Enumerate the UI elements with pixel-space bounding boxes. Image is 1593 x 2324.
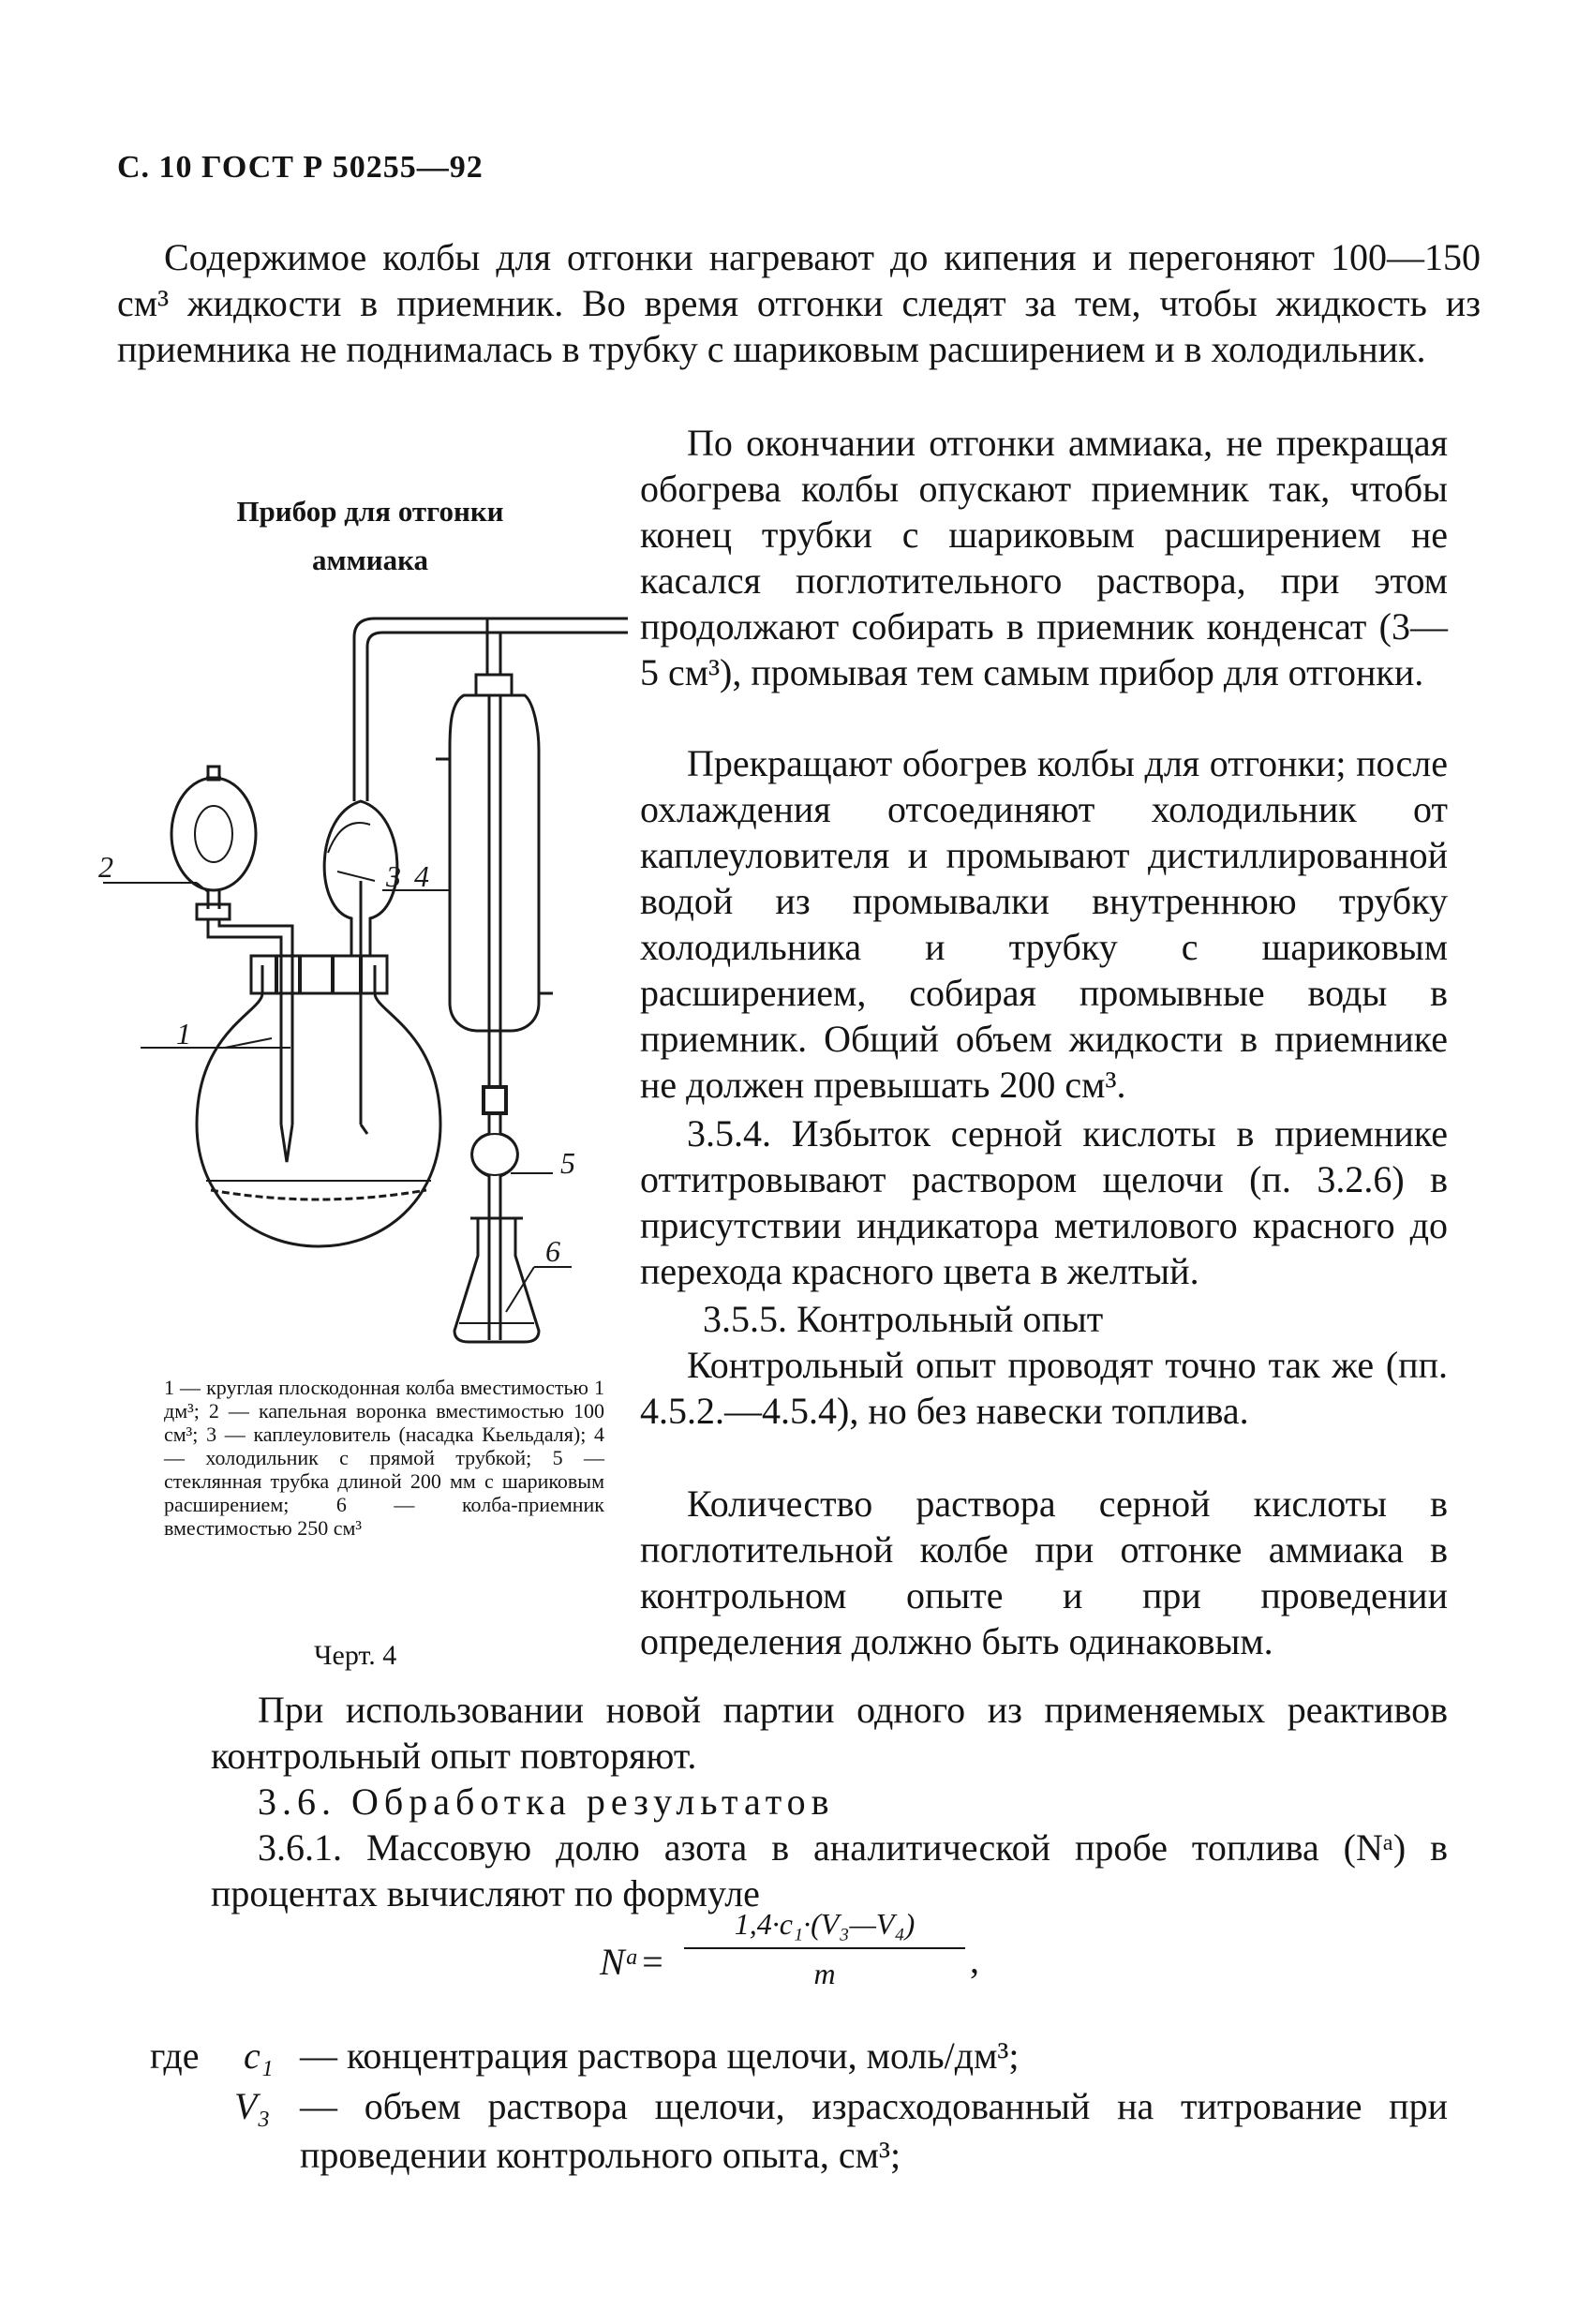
page-header: С. 10 ГОСТ Р 50255—92 <box>117 150 484 185</box>
paragraph-formula-intro: 3.6.1. Массовую долю азота в аналитической пробе топлива (Nᵃ) в процентах вычисляют по формуле <box>211 1826 1448 1914</box>
figure-label-1: 1 <box>176 1017 191 1050</box>
heading-control-experiment: 3.5.5. Контрольный опыт <box>703 1298 1104 1340</box>
formula-lhs: Nᵃ= <box>600 1941 665 1983</box>
where-text-v3: — объем раствора щелочи, израсходованный на титрование при проведении контрольного опыта, см³; <box>300 2085 1448 2176</box>
figure-caption: Черт. 4 <box>314 1640 397 1671</box>
paragraph-condenser-wash: Прекращают обогрев колбы для отгонки; после охлаждения отсоединяют холодильник от каплеуловителя и промывают дистиллированной водой из промывалки внутреннюю трубку холодильника и трубку с шариковым расширением, собирая промывные воды в приемник. Общий объем жидкости в приемнике не должен превышать 200 см³. <box>640 742 1448 1106</box>
where-symbol-v3: V₃ <box>234 2085 271 2127</box>
figure-title-line1: Прибор для отгонки <box>236 495 504 528</box>
formula-denominator: m <box>813 1957 836 1990</box>
formula-comma: , <box>970 1939 979 1981</box>
figure-label-5: 5 <box>560 1146 575 1180</box>
paragraph-distillation: Содержимое колбы для отгонки нагревают до кипения и перегоняют 100—150 см³ жидкости в приемник. Во время отгонки следят за тем, чтобы жидкость из приемника не поднималась в трубку с шариковым расширением и в холодильник. <box>117 236 1481 370</box>
paragraph-ammonia-end: По окончании отгонки аммиака, не прекращая обогрева колбы опускают приемник так, чтобы конец трубки с шариковым расширением не касался поглотительного раствора, при этом продолжают собирать в приемник конденсат (3—5 см³), промывая тем самым прибор для отгонки. <box>640 422 1448 693</box>
where-text-c1: — концентрация раствора щелочи, моль/дм³; <box>300 2034 1020 2077</box>
condenser-icon <box>436 618 553 1113</box>
paragraph-titration: 3.5.4. Избыток серной кислоты в приемнике оттитровывают раствором щелочи (п. 3.2.6) в присутствии индикатора метилового красного до перехода красного цвета в желтый. <box>640 1112 1448 1292</box>
figure-label-6: 6 <box>545 1234 560 1268</box>
figure-title-line2: аммиака <box>312 544 428 576</box>
apparatus-figure <box>98 600 590 1349</box>
figure-label-4: 4 <box>414 859 429 893</box>
dropping-funnel-icon <box>171 767 292 1162</box>
figure-legend: 1 — круглая плоскодонная колба вместимостью 1 дм³; 2 — капельная воронка вместимостью 100 см³; 3 — каплеуловитель (насадка Кьельдаля); 4 — холодильник с прямой трубкой; 5 — стеклянная трубка длиной 200 мм с шариковым расширением; 6 — колба-приемник вместимостью 250 см³ <box>164 1376 604 1540</box>
figure-title <box>187 487 553 585</box>
figure-label-3: 3 <box>386 859 401 893</box>
paragraph-new-batch: При использовании новой партии одного из применяемых реактивов контрольный опыт повторяют. <box>211 1689 1448 1777</box>
where-symbol-c1: c₁ <box>244 2034 274 2077</box>
paragraph-acid-amount: Количество раствора серной кислоты в поглотительной колбе при отгонке аммиака в контрольном опыте и при проведении определения должно быть одинаковым. <box>640 1482 1448 1662</box>
where-word: где <box>150 2034 200 2077</box>
figure-label-2: 2 <box>98 850 113 884</box>
stopper-icon <box>251 956 387 993</box>
paragraph-control: Контрольный опыт проводят точно так же (пп. 4.5.2.—4.5.4), но без навески топлива. <box>640 1344 1448 1432</box>
heading-results: 3.6. Обработка результатов <box>258 1780 835 1823</box>
formula-fraction-bar <box>684 1947 965 1949</box>
round-flask-icon <box>197 965 440 1246</box>
nitrogen-formula <box>600 1902 1021 2005</box>
formula-numerator: 1,4·c₁·(V₃—V₄) <box>734 1907 916 1941</box>
